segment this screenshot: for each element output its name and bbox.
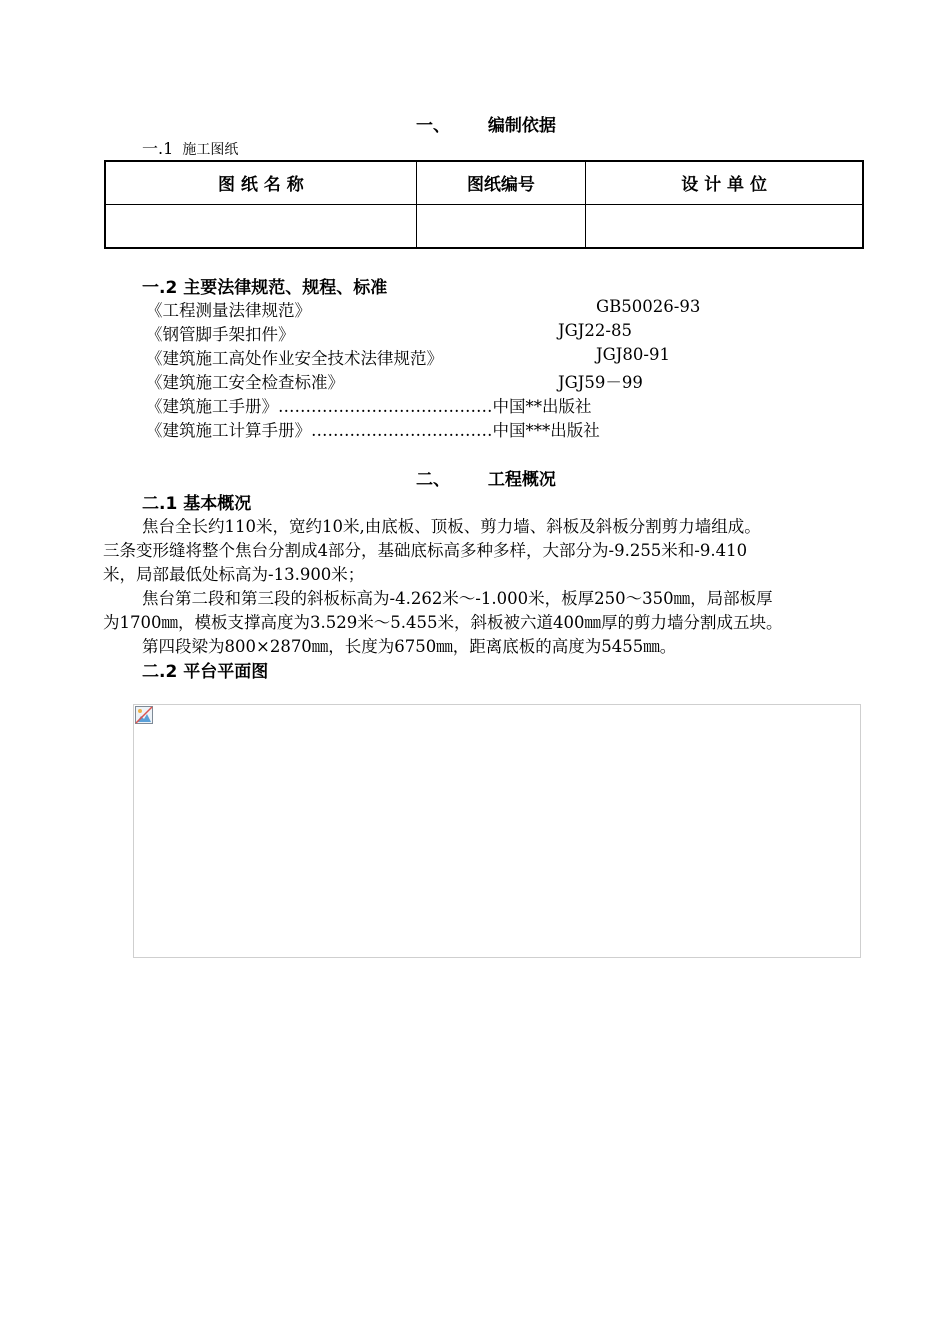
table-row [105, 204, 863, 248]
section1-title: 编制依据 [487, 116, 556, 136]
standard-code-4: JGJ59－99 [558, 373, 643, 392]
standard-name: 《工程测量法律规范》 [146, 301, 311, 320]
section2-heading [416, 465, 556, 490]
header-design-unit: 设 计 单 位 [586, 161, 863, 204]
publisher: 中国***出版社 [492, 421, 600, 440]
section1-heading [416, 111, 556, 136]
subsection-2-1-heading: 二.1 基本概况 [142, 494, 252, 514]
section1-number: 一、 [416, 116, 450, 136]
section2-number: 二、 [416, 470, 450, 490]
standard-name: 《建筑施工计算手册》 [146, 421, 311, 440]
subsection-1-1-number: 一.1 [142, 139, 174, 158]
paragraph-2-line-1: 焦台第二段和第三段的斜板标高为-4.262米～-1.000米，板厚250～350㎜，局部板厚 [142, 589, 773, 608]
header-drawing-name: 图 纸 名 称 [105, 161, 416, 204]
standard-code-2: JGJ22-85 [558, 321, 632, 340]
subsection-2-2-heading: 二.2 平台平面图 [142, 662, 269, 682]
platform-plan-image [133, 704, 861, 958]
paragraph-1-line-1: 焦台全长约110米，宽约10米,由底板、顶板、剪力墙、斜板及斜板分割剪力墙组成。 [142, 517, 761, 536]
header-drawing-number: 图纸编号 [416, 161, 586, 204]
table-cell [416, 204, 586, 248]
standard-item-6 [146, 417, 600, 441]
paragraph-1-line-3: 米，局部最低处标高为-13.900米； [103, 565, 365, 584]
standard-item-3 [146, 345, 443, 369]
drawings-table [104, 160, 864, 249]
broken-image-icon [135, 706, 153, 724]
subsection-1-1 [142, 136, 238, 159]
paragraph-2-line-2: 为1700㎜，模板支撑高度为3.529米～5.455米，斜板被六道400㎜厚的剪力墙分割成五块。 [103, 613, 783, 632]
standard-item-5 [146, 393, 592, 417]
subsection-1-1-label: 施工图纸 [182, 142, 239, 158]
standard-name: 《建筑施工手册》 [146, 397, 278, 416]
standard-item-4 [146, 369, 344, 393]
table-header-row [105, 161, 863, 204]
paragraph-1-line-2: 三条变形缝将整个焦台分割成4部分，基础底标高多种多样，大部分为-9.255米和-9.410 [103, 541, 748, 560]
standard-name: 《建筑施工高处作业安全技术法律规范》 [146, 349, 443, 368]
standard-code-1: GB50026-93 [596, 297, 701, 316]
section2-title: 工程概况 [487, 470, 556, 490]
leader-dots: …………………………… [311, 421, 493, 440]
standard-item-1 [146, 297, 311, 321]
table-cell [586, 204, 863, 248]
table-cell [105, 204, 416, 248]
standard-item-2 [146, 321, 295, 345]
standard-name: 《建筑施工安全检查标准》 [146, 373, 344, 392]
standard-name: 《钢管脚手架扣件》 [146, 325, 295, 344]
standard-code-3: JGJ80-91 [596, 345, 670, 364]
subsection-1-2-heading: 一.2 主要法律规范、规程、标准 [142, 278, 388, 298]
publisher: 中国**出版社 [492, 397, 592, 416]
paragraph-3-line-1: 第四段梁为800×2870㎜，长度为6750㎜，距离底板的高度为5455㎜。 [142, 637, 677, 656]
leader-dots: ………………………………… [278, 397, 493, 416]
